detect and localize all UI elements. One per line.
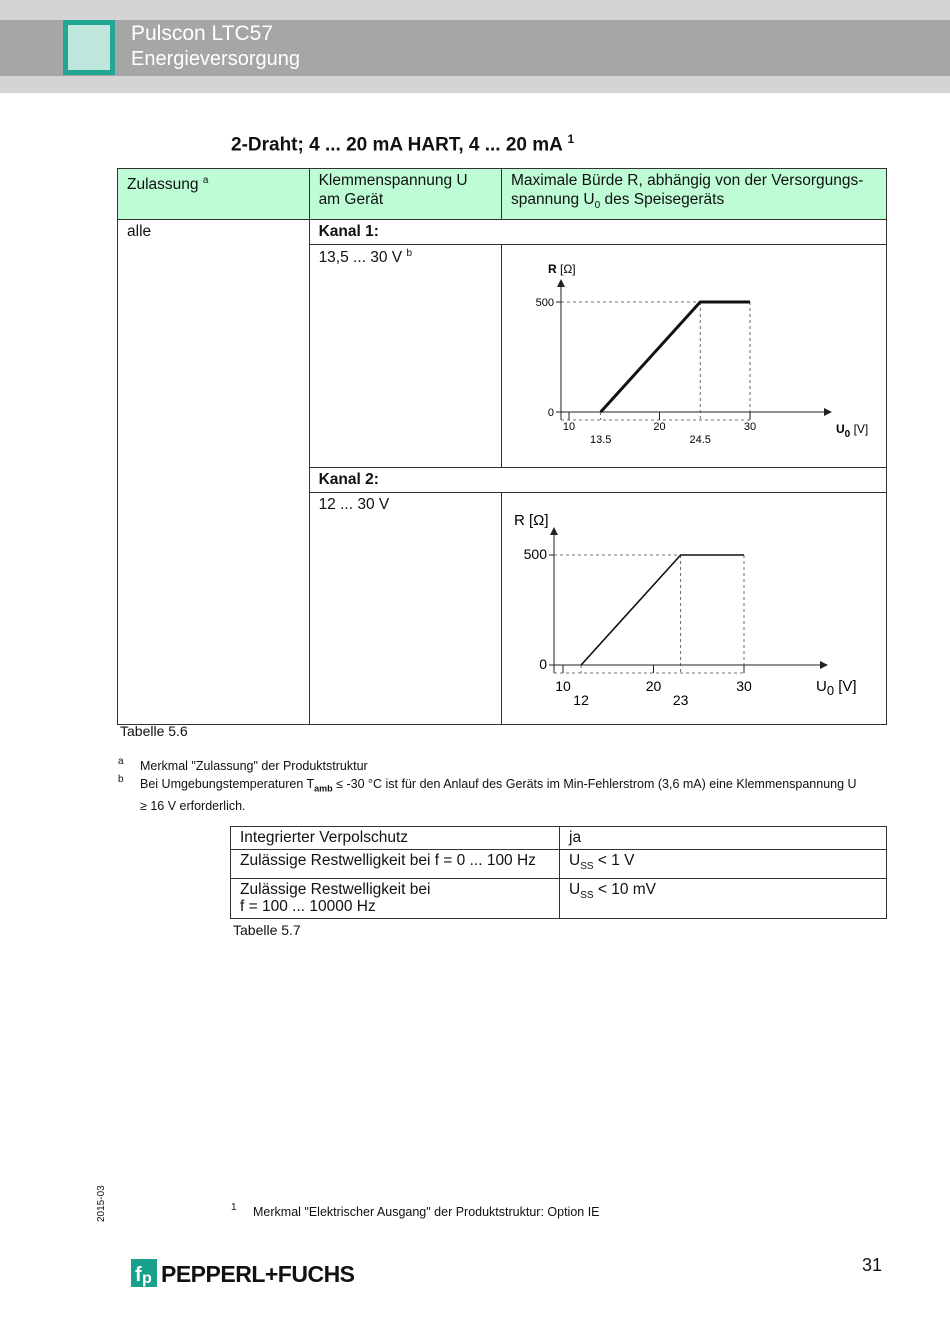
x-tick-label: 10 bbox=[555, 678, 571, 695]
table-header-row bbox=[118, 169, 887, 220]
brand-mark-icon bbox=[131, 1259, 157, 1287]
y-axis-label: R [Ω] bbox=[548, 262, 576, 277]
y-axis-label: R [Ω] bbox=[514, 512, 549, 530]
y-axis-arrow bbox=[557, 279, 565, 287]
row-label: Zulässige Restwelligkeit bei f = 100 ... 10000 Hz bbox=[231, 879, 560, 919]
y-axis-arrow bbox=[550, 527, 558, 535]
header-title: Pulscon LTC57 bbox=[131, 22, 274, 45]
x-tick-label: 20 bbox=[653, 421, 666, 434]
data-line bbox=[601, 302, 750, 412]
row-label: Zulässige Restwelligkeit bei f = 0 ... 100 Hz bbox=[231, 850, 560, 879]
y-tick-label: 0 bbox=[547, 407, 554, 420]
y-tick-label: 0 bbox=[539, 656, 547, 673]
x-axis-arrow bbox=[820, 661, 828, 669]
kanal1-label: Kanal 1: bbox=[309, 220, 886, 245]
table-row bbox=[231, 827, 887, 850]
header-band-bottom bbox=[0, 76, 950, 93]
chart-kanal2 bbox=[502, 493, 886, 724]
table57-caption: Tabelle 5.7 bbox=[233, 922, 301, 938]
kanal1-chart-cell bbox=[502, 245, 887, 468]
x-axis-label: U0 [V] bbox=[816, 678, 857, 699]
section-title: 2-Draht; 4 ... 20 mA HART, 4 ... 20 mA $^1$ bbox=[231, 132, 575, 156]
zulassung-value: alle bbox=[118, 220, 310, 725]
data-line bbox=[581, 555, 744, 665]
table56-caption: Tabelle 5.6 bbox=[120, 723, 188, 739]
x-tick-label: 30 bbox=[743, 421, 757, 434]
kanal2-label: Kanal 2: bbox=[309, 468, 886, 493]
kanal1-voltage: 13,5 ... 30 V $^b$ bbox=[309, 245, 501, 468]
x-tick-label: 20 bbox=[645, 678, 662, 695]
y-tick-label: 500 bbox=[523, 546, 547, 563]
header-logo-square bbox=[63, 20, 115, 75]
table-row bbox=[231, 879, 887, 919]
x-tick-label: 10 bbox=[562, 421, 576, 434]
date-vertical: 2015-03 bbox=[96, 1185, 107, 1222]
table-row bbox=[231, 850, 887, 879]
x-tick-label: 30 bbox=[736, 678, 752, 695]
header-klemmenspannung: Klemmenspannung U am Gerät bbox=[309, 169, 501, 220]
table-5-7 bbox=[230, 826, 887, 919]
row-value: ja bbox=[560, 827, 887, 850]
header-zulassung: Zulassung $^a$ bbox=[118, 169, 310, 220]
chart-kanal1 bbox=[502, 245, 886, 467]
x-tick-label: 12 bbox=[573, 692, 589, 709]
row-value: $U_{SS} < 10$ mV bbox=[560, 879, 887, 919]
table-5-6 bbox=[117, 168, 887, 725]
page-number: 31 bbox=[862, 1255, 883, 1275]
header-buerde: Maximale Bürde R, abhängig von der Versorgungs-spannung $U_0$ des Speisegeräts bbox=[502, 169, 887, 220]
svg-text:p: p bbox=[142, 1270, 152, 1287]
kanal2-chart-cell bbox=[502, 493, 887, 725]
y-tick-label: 500 bbox=[535, 297, 554, 310]
row-value: $U_{SS} < 1$ V bbox=[560, 850, 887, 879]
header-subtitle: Energieversorgung bbox=[131, 48, 300, 70]
x-tick-label: 23 bbox=[672, 692, 689, 709]
x-tick-label: 24.5 bbox=[689, 434, 711, 447]
kanal2-voltage: 12 ... 30 V bbox=[309, 493, 501, 725]
svg-text:f: f bbox=[135, 1264, 142, 1286]
row-label: Integrierter Verpolschutz bbox=[231, 827, 560, 850]
header-band-top bbox=[0, 0, 950, 20]
x-axis-arrow bbox=[824, 408, 832, 416]
x-axis-label: $U_0$ [V] bbox=[836, 422, 869, 441]
x-tick-label: 13.5 bbox=[589, 434, 612, 447]
